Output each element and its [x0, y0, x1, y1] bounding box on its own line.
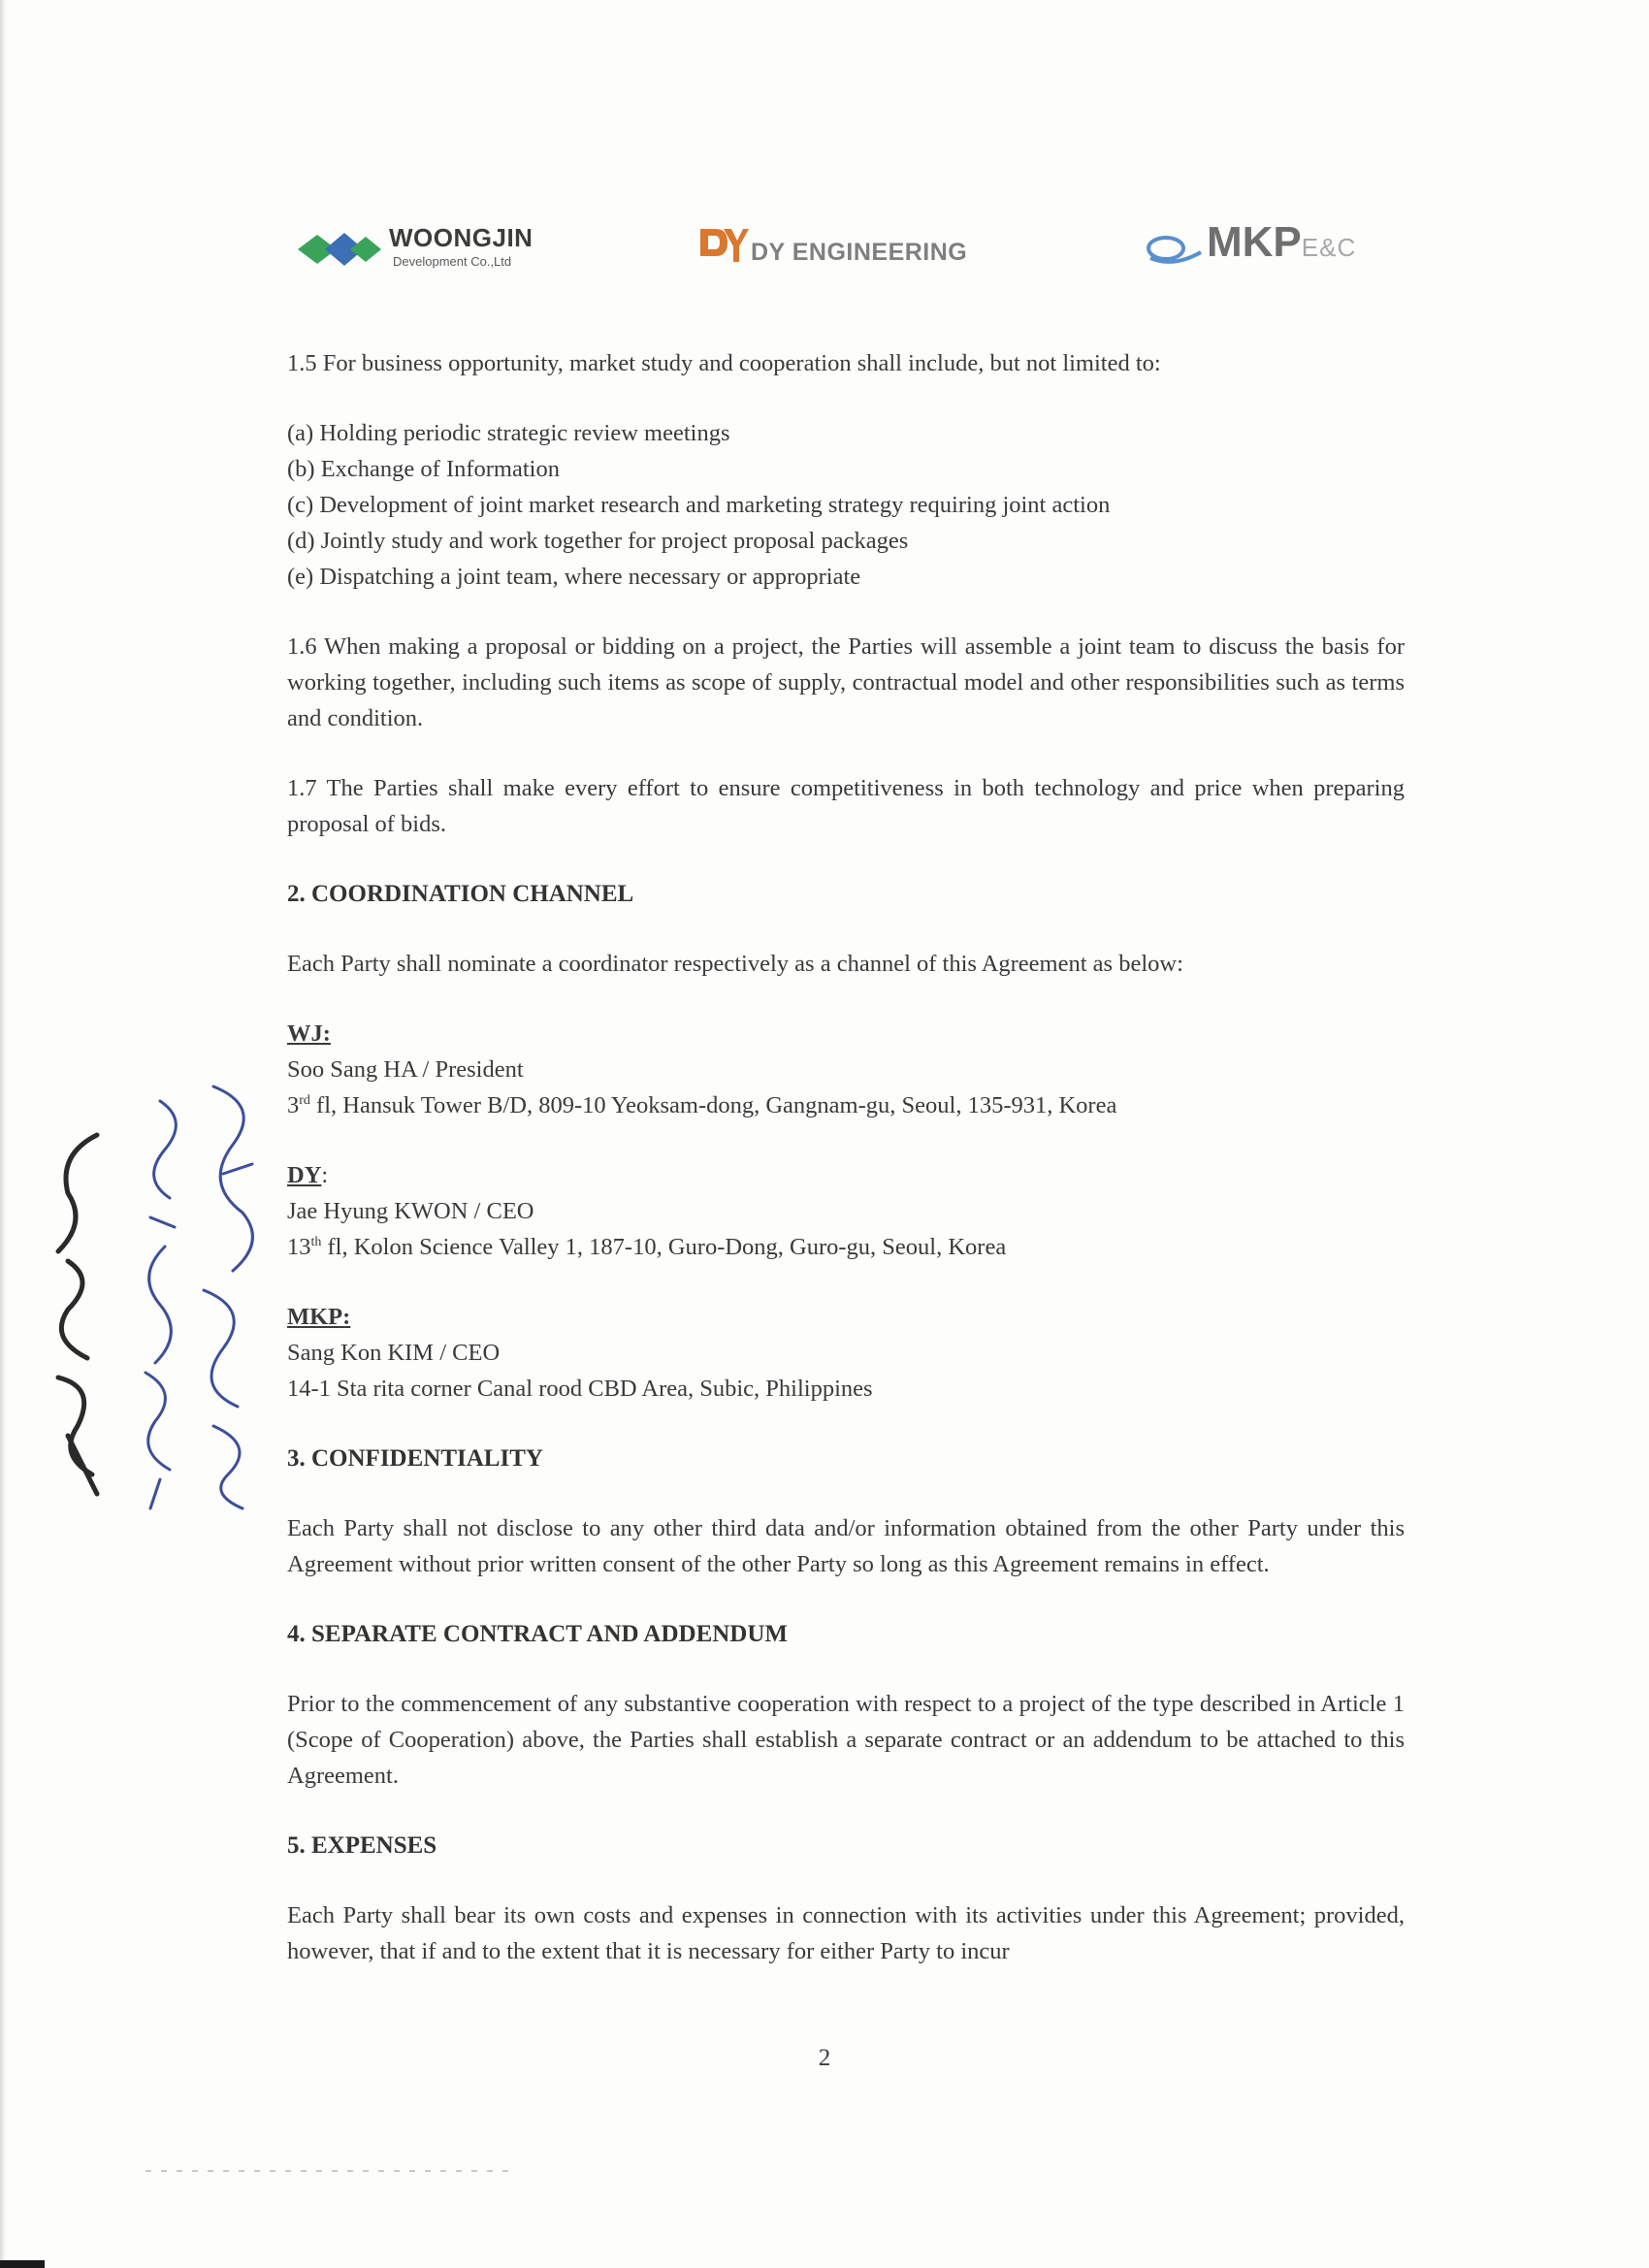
address-floor: 13: [287, 1234, 311, 1260]
clause-1-6: 1.6 When making a proposal or bidding on a project, the Parties will assemble a joint team to discuss the basis for working together, including such items as scope of supply, contractual model and other responsibilities such as terms and condition.: [287, 633, 1405, 731]
section-4-heading: 4. SEPARATE CONTRACT AND ADDENDUM: [287, 1621, 789, 1647]
address-rest: fl, Hansuk Tower B/D, 809-10 Yeoksam-dong, Gangnam-gu, Seoul, 135-931, Korea: [309, 1092, 1117, 1118]
section-3-text: Each Party shall not disclose to any other third data and/or information obtained from the other Party under this Agreement without prior written consent of the other Party so long as this Agreement remains in effect.: [287, 1515, 1405, 1577]
address-ordinal: rd: [299, 1092, 310, 1108]
mkp-name-main: MKP: [1207, 218, 1302, 266]
list-item: (c) Development of joint market research and marketing strategy requiring joint action: [287, 492, 1111, 518]
list-item: (d) Jointly study and work together for project proposal packages: [287, 528, 909, 554]
address-rest: fl, Kolon Science Valley 1, 187-10, Guro-Dong, Guro-gu, Seoul, Korea: [321, 1234, 1007, 1260]
section-5-text: Each Party shall bear its own costs and expenses in connection with its activities under this Agreement; provided, however, that if and to the extent that it is necessary for either Party to incur: [287, 1902, 1405, 1964]
party-label-colon: :: [321, 1162, 329, 1188]
document-body: [287, 345, 1405, 1969]
coordinator-address: [287, 1087, 1405, 1123]
coordinator-person: Sang Kon KIM / CEO: [287, 1340, 501, 1366]
clause-1-7: 1.7 The Parties shall make every effort to ensure competitiveness in both technology and price when preparing proposal of bids.: [287, 775, 1405, 837]
coordinator-address: 14-1 Sta rita corner Canal rood CBD Area, Subic, Philippines: [287, 1376, 873, 1402]
scan-edge-shadow: [0, 0, 6, 2268]
list-item: (a) Holding periodic strategic review meetings: [287, 420, 730, 446]
list-item: (b) Exchange of Information: [287, 456, 560, 482]
scan-corner-mark: [0, 2260, 45, 2268]
list-item: (e) Dispatching a joint team, where necessary or appropriate: [287, 564, 861, 590]
woongjin-diamond-icon: [296, 229, 385, 270]
woongjin-name: WOONGJIN: [389, 223, 534, 252]
dy-monogram-icon: [698, 223, 749, 264]
page-number: 2: [818, 2045, 831, 2071]
section-4-text: Prior to the commencement of any substantive cooperation with respect to a project of the type described in Article 1 (Scope of Cooperation) above, the Parties shall establish a separate contract or an addendum to be attached to this Agreement.: [287, 1691, 1405, 1789]
mkp-name-suffix: E&C: [1301, 233, 1357, 262]
mkp-logo: [1145, 217, 1387, 275]
coordinator-label: [287, 1157, 1405, 1193]
coordinator-person: Soo Sang HA / President: [287, 1056, 524, 1083]
signature-initials-3: [184, 1077, 272, 1513]
signature-initials-1: [39, 1116, 116, 1504]
coordinator-label: [287, 1299, 1405, 1335]
address-floor: 3: [287, 1092, 300, 1118]
coordinator-address: [287, 1229, 1405, 1265]
coordinator-mkp: [287, 1299, 1405, 1407]
section-3-heading: 3. CONFIDENTIALITY: [287, 1445, 543, 1472]
party-label-mkp: MKP:: [287, 1304, 351, 1330]
coordinator-dy: [287, 1157, 1405, 1265]
address-ordinal: th: [310, 1234, 322, 1249]
coordinator-wj: [287, 1016, 1405, 1123]
section-2-heading: 2. COORDINATION CHANNEL: [287, 881, 634, 907]
clause-1-5: 1.5 For business opportunity, market study and cooperation shall include, but not limited to:: [287, 350, 1161, 376]
dy-engineering-name: DY ENGINEERING: [751, 239, 968, 266]
woongjin-subtitle: Development Co.,Ltd: [393, 254, 512, 269]
woongjin-logo: [296, 217, 563, 275]
party-label-dy: DY: [287, 1162, 322, 1188]
coordinator-label: [287, 1016, 1405, 1052]
party-label-wj: WJ:: [287, 1021, 331, 1047]
mkp-name: [1207, 217, 1356, 273]
coordinator-person: Jae Hyung KWON / CEO: [287, 1198, 534, 1224]
dy-engineering-logo: [698, 217, 989, 275]
section-2-intro: Each Party shall nominate a coordinator respectively as a channel of this Agreement as below:: [287, 951, 1183, 977]
section-5-heading: 5. EXPENSES: [287, 1832, 437, 1859]
scan-artifact-dots: [146, 2169, 514, 2173]
mkp-swoosh-icon: [1145, 229, 1205, 268]
clause-1-5-list: [287, 415, 1405, 595]
